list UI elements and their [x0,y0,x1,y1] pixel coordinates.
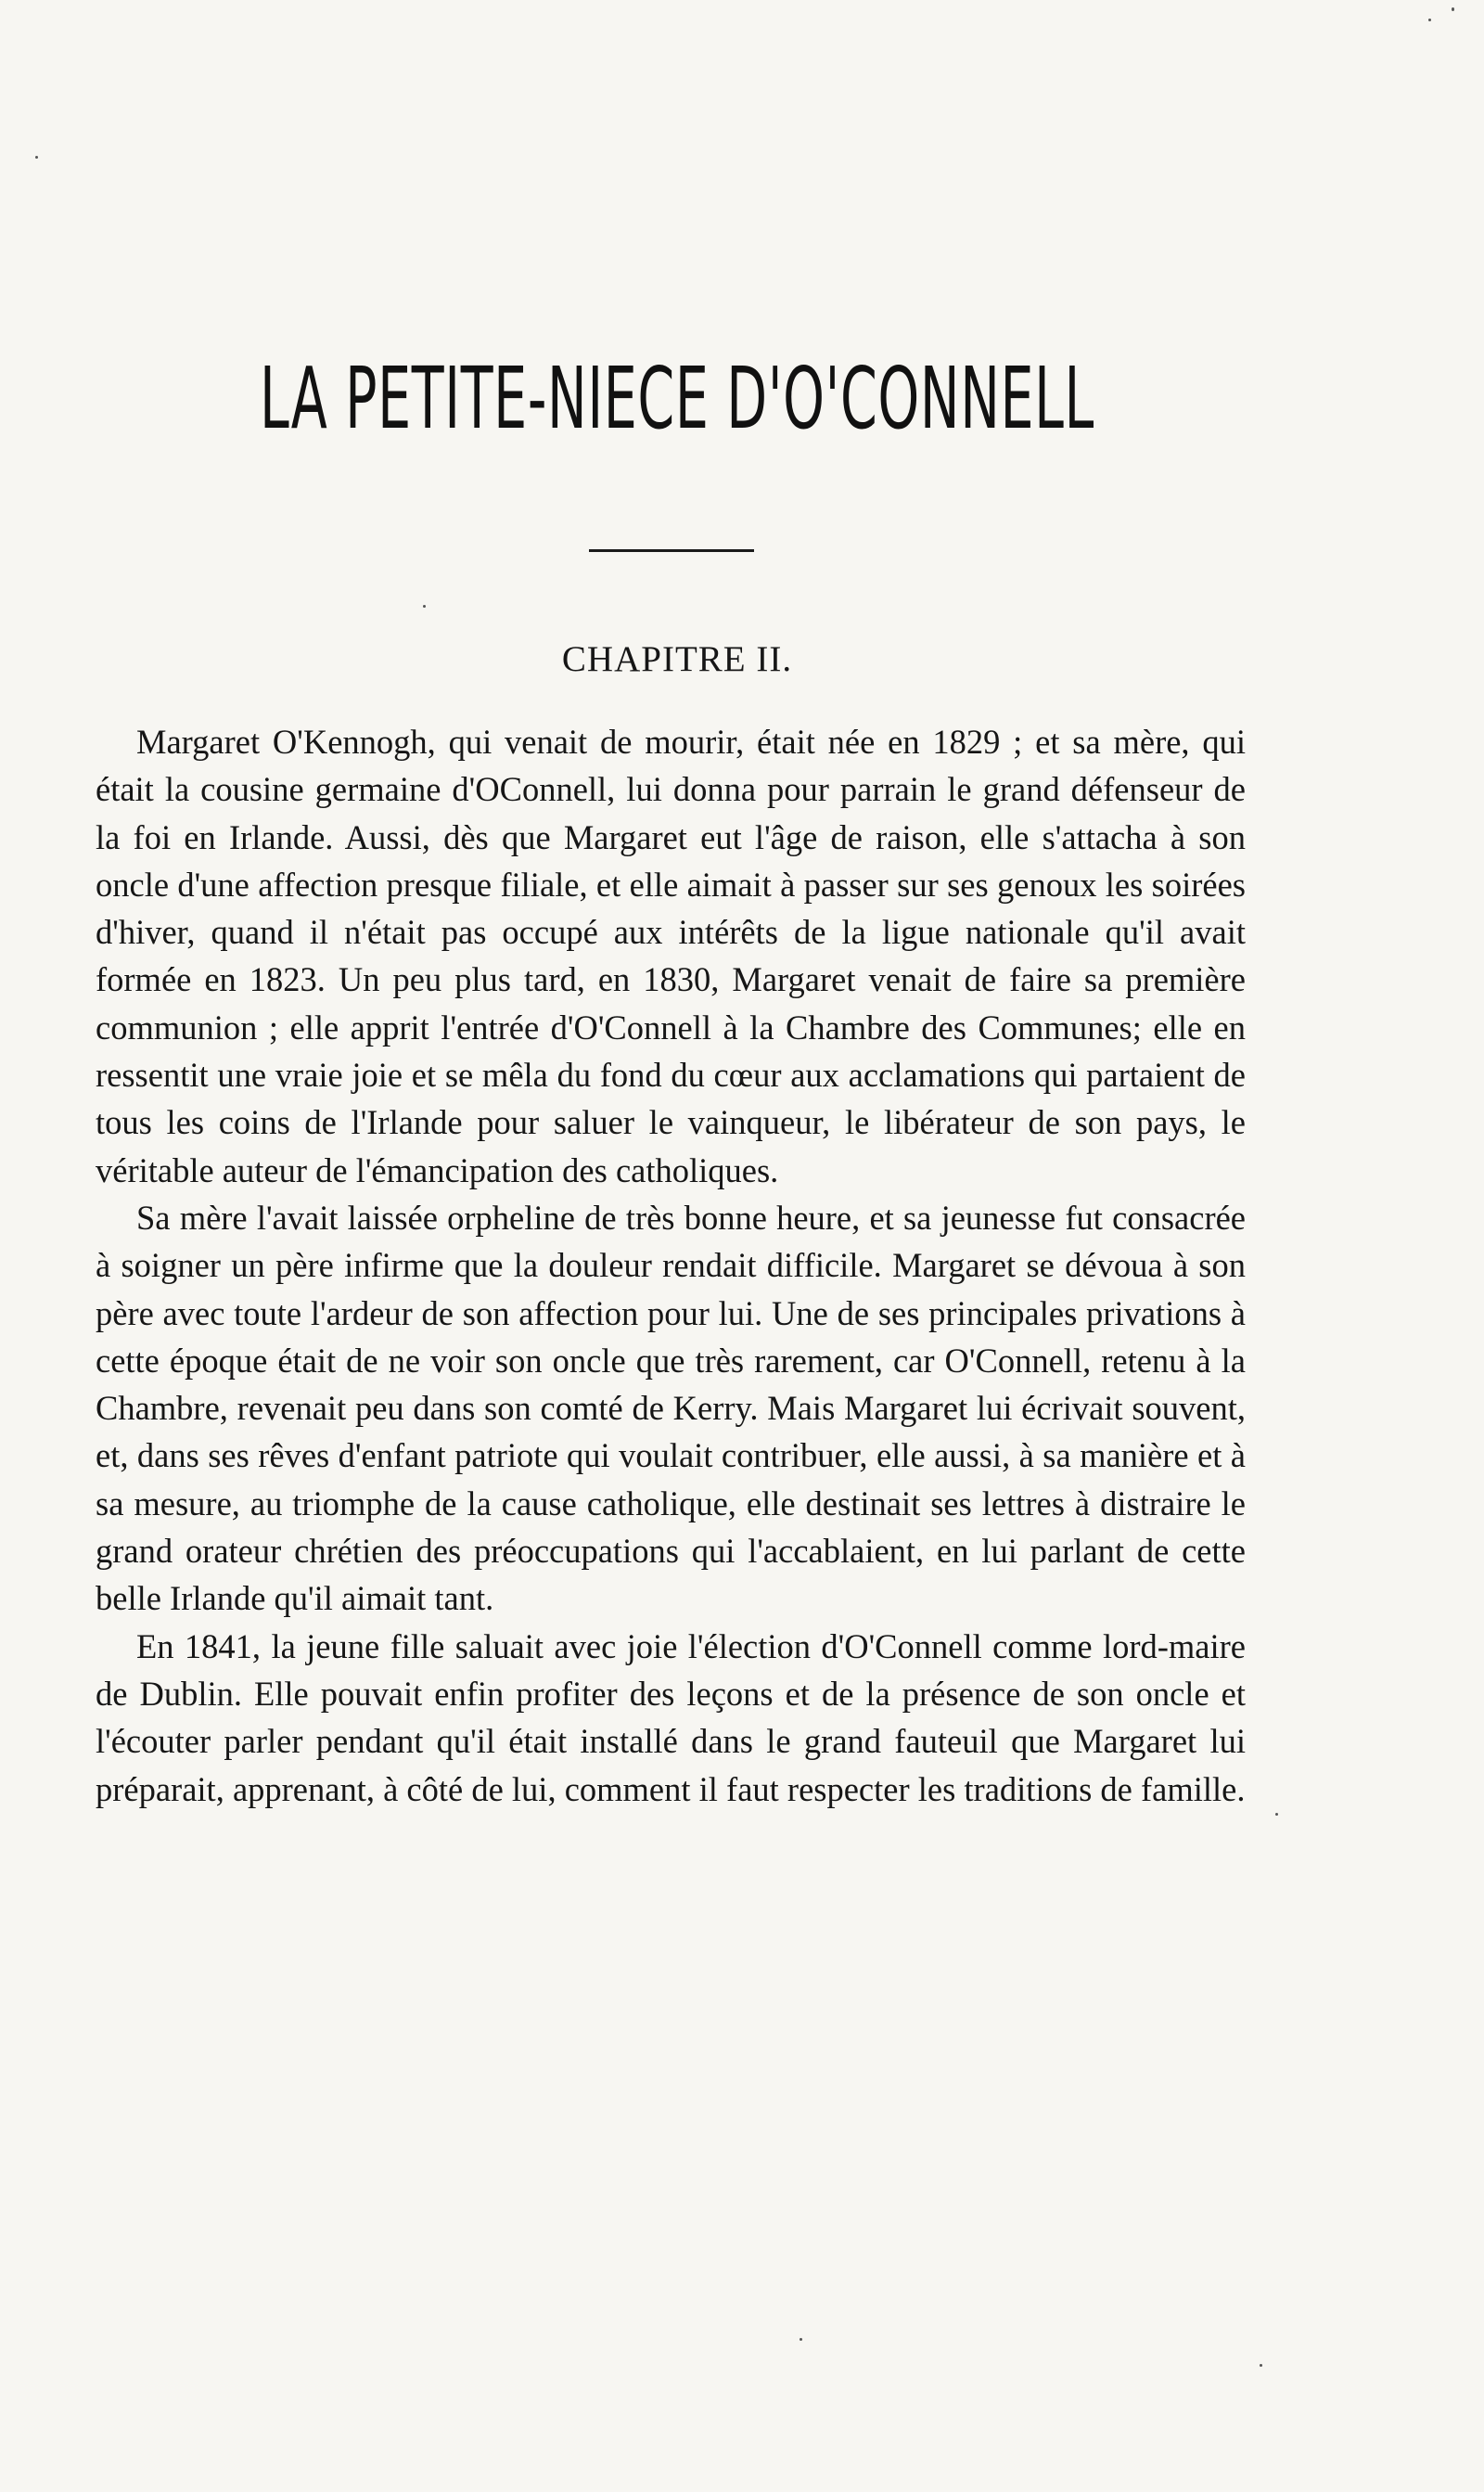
chapter-heading: CHAPITRE II. [561,639,793,679]
paragraph: Margaret O'Kennogh, qui venait de mourir, était née en 1829 ; et sa mère, qui était la cousine germaine d'OConnell, lui donna pour parrain le grand défenseur de la foi en Irlande. Aussi, dès que Margaret eut l'âge de raison, elle s'attacha à son oncle d'une affection presque filiale, et elle aimait à passer sur ses genoux les soirées d'hiver, quand il n'était pas occupé aux intérêts de la ligue nationale qu'il avait formée en 1823. Un peu plus tard, en 1830, Margaret venait de faire sa première communion ; elle apprit l'entrée d'O'Connell à la Chambre des Communes; elle en ressentit une vraie joie et se mêla du fond du cœur aux acclamations qui partaient de tous les coins de l'Irlande pour saluer le vainqueur, le libérateur de son pays, le véritable auteur de l'émancipation des catholiques. [96,723,1246,1189]
scan-speck [35,156,38,159]
title-divider [589,549,754,552]
scan-speck [1452,7,1454,11]
paragraph: En 1841, la jeune fille saluait avec joie l'élection d'O'Connell comme lord-maire de Dublin. Elle pouvait enfin profiter des leçons et de la présence de son oncle et l'écouter parler pendant qu'il était installé dans le grand fauteuil que Margaret lui préparait, apprenant, à côté de lui, comment il faut respecter les traditions de famille. [96,1626,1246,1808]
scan-speck [1428,19,1431,21]
chapter-body [96,718,1246,1813]
scan-speck [800,2338,802,2341]
paragraph: Sa mère l'avait laissée orpheline de très bonne heure, et sa jeunesse fut consacrée à soigner un père infirme que la douleur rendait difficile. Margaret se dévoua à son père avec toute l'ardeur de son affection pour lui. Une de ses principales privations à cette époque était de ne voir son oncle que très rarement, car O'Connell, retenu à la Chambre, revenait peu dans son comté de Kerry. Mais Margaret lui écrivait souvent, et, dans ses rêves d'enfant patriote qui voulait contribuer, elle aussi, à sa manière et à sa mesure, au triomphe de la cause catholique, elle destinait ses lettres à distraire le grand orateur chrétien des préoccupations qui l'accablaient, en lui parlant de cette belle Irlande qu'il aimait tant. [96,1198,1246,1618]
scan-speck [1275,1813,1278,1816]
scan-speck [1260,2364,1262,2367]
scan-speck [423,605,426,608]
book-title: LA PETITE-NIECE D'O'CONNELL [260,349,1094,448]
